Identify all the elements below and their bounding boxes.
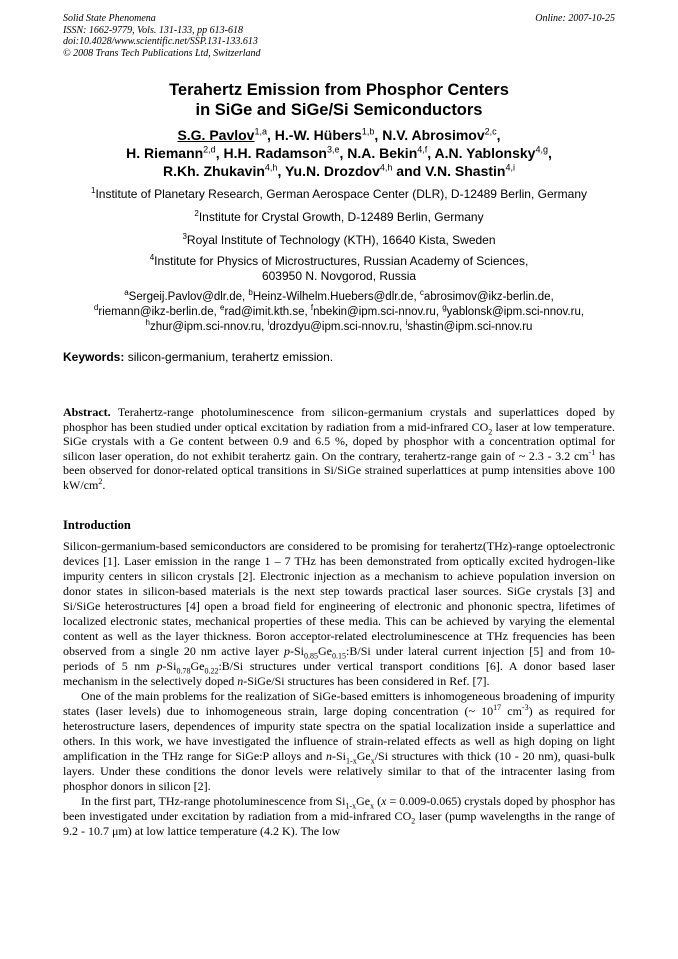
author-name: A.N. Yablonsky	[434, 145, 536, 161]
author-name: H. Riemann	[126, 145, 204, 161]
keywords-label: Keywords:	[63, 350, 125, 364]
paragraph: In the first part, THz-range photoluminescence from $Si_{1-x}Ge_x$ (x = 0.009-0.065) crystals doped by phosphor has been investigated under excitation by radiation from a mid-infrared $CO_2$ laser (pump wavelengths in the range of 9.2 - 10.7 μm) at low lattice temperature (4.2 K). The low	[63, 794, 615, 838]
email-link[interactable]: shastin@ipm.sci-nnov.ru	[407, 321, 533, 333]
author-and: and	[396, 163, 422, 179]
running-header	[63, 13, 615, 59]
affiliation-1: $^1$Institute of Planetary Research, German Aerospace Center (DLR), D-12489 Berlin, Germany	[90, 186, 587, 201]
author-name: V.N. Shastin	[425, 163, 506, 179]
affiliation-3: $^3$Royal Institute of Technology (KTH), 16640 Kista, Sweden	[182, 232, 496, 247]
keywords	[63, 350, 333, 364]
email-link[interactable]: drozdyu@ipm.sci-nnov.ru	[269, 321, 400, 333]
email-link[interactable]: Heinz-Wilhelm.Huebers@dlr.de	[252, 291, 414, 303]
paragraph: One of the main problems for the realization of SiGe-based emitters is inhomogeneous broadening of impurity states (laser levels) due to inhomogeneous strain, large doping concentration (~ $10^{17}$ $cm^{-3}$) as required for heterostructure lasers, dependences of impurity state spectra on the spatial localization inside a superlattice and others. In this work, we have investigated the influence of strain-related effects as well as high doping on light amplification in the THz range for SiGe:P alloys and $n-Si_{1-x}Ge_x/Si$ structures with thick (10 - 20 nm), quasi-bulk layers. Under these conditions the donor levels were relatively similar to that of the intracenter lasing from phosphor donors in silicon [2].	[63, 689, 615, 793]
doi-line: doi:10.4028/www.scientific.net/SSP.131-133.613	[63, 36, 258, 47]
email-link[interactable]: yablonsk@ipm.sci-nnov.ru	[446, 306, 581, 318]
email-link[interactable]: abrosimov@ikz-berlin.de	[423, 291, 551, 303]
email-list: $^a$Sergeij.Pavlov@dlr.de, $^b$Heinz-Wilhelm.Huebers@dlr.de, $^c$abrosimov@ikz-berlin.de, $^d$riemann@ikz-berlin.de, $^e$rad@imit.kth.se, $^f$nbekin@ipm.sci-nnov.ru, $^g$yablonsk@ipm.sci-nnov.ru, $^h$zhur@ipm.sci-nnov.ru, $^i$drozdyu@ipm.sci-nnov.ru, $^i$shastin@ipm.sci-nnov.ru	[93, 288, 585, 333]
author-name: H.H. Radamson	[223, 145, 327, 161]
author-name: H.-W. Hübers	[274, 127, 362, 143]
email-link[interactable]: Sergeij.Pavlov@dlr.de	[128, 291, 242, 303]
author-list: S.G. Pavlov$^{1,a}$, H.-W. Hübers$^{1,b}$, N.V. Abrosimov$^{2,c}$, H. Riemann$^{2,d}$, H.H. Radamson$^{3,e}$, N.A. Bekin$^{4,f}$, A.N. Yablonsky$^{4,g}$, R.Kh. Zhukavin$^{4,h}$, Yu.N. Drozdov$^{4,h}$ and V.N. Shastin$^{4,i}$	[126, 126, 552, 179]
paragraph: Silicon-germanium-based semiconductors are considered to be promising for terahertz(THz)-range optoelectronic devices [1]. Laser emission in the range 1 – 7 THz has been demonstrated from optically excited hydrogen-like impurity centers in silicon crystals [2]. Electronic injection as a mechanism to achieve population inversion on donor states in silicon-based materials is the next step towards practical laser sources. SiGe crystals [3] and Si/SiGe heterostructures [4] open a broad field for engineering of electronic and phononic spectra, lifetimes of localized electronic states, mechanical properties of these media. This can be achieved by varying the elemental content as well as the layer thickness. Boron acceptor-related electroluminescence at THz frequencies has been observed from a single 20 nm active layer $p-Si_{0.85}Ge_{0.15}:B/Si$ under lateral current injection [5] and from 10-periods of 5 nm $p-Si_{0.78}Ge_{0.22}:B/Si$ structures under vertical transport conditions [6]. A donor based laser mechanism in the selectively doped n-SiGe/Si structures has been considered in Ref. [7].	[63, 539, 615, 688]
introduction-body	[63, 539, 615, 839]
author-name: R.Kh. Zhukavin	[163, 163, 265, 179]
author-name: Yu.N. Drozdov	[284, 163, 380, 179]
email-link[interactable]: rad@imit.kth.se	[224, 306, 305, 318]
affiliation-4: $^4$Institute for Physics of Microstructures, Russian Academy of Sciences, 603950 N. Novgorod, Russia	[149, 253, 529, 283]
paper-title	[0, 80, 678, 120]
keywords-text: silicon-germanium, terahertz emission.	[127, 350, 334, 364]
abstract: Abstract. Terahertz-range photoluminescence from silicon-germanium crystals and superlattices doped by phosphor has been studied under optical excitation by radiation from a mid-infrared $CO_2$ laser at low temperature. SiGe crystals with a Ge content between 0.9 and 6.5 %, doped by phosphor with a concentration optimal for silicon laser operation, do not exhibit terahertz gain. On the contrary, terahertz-range gain of ~ 2.3 - 3.2 $cm^{-1}$ has been observed for donor-related optical transitions in Si/SiGe strained superlattices at pump intensities above 100 $kW/cm^2$.	[63, 405, 616, 492]
email-link[interactable]: zhur@ipm.sci-nnov.ru	[150, 321, 262, 333]
affiliation-2: $^2$Institute for Crystal Growth, D-12489 Berlin, Germany	[194, 209, 484, 224]
abstract-label: Abstract.	[63, 405, 111, 419]
author-name: N.V. Abrosimov	[382, 127, 485, 143]
email-link[interactable]: riemann@ikz-berlin.de	[98, 306, 214, 318]
email-link[interactable]: nbekin@ipm.sci-nnov.ru	[313, 306, 436, 318]
copyright-line: © 2008 Trans Tech Publications Ltd, Switzerland	[63, 47, 261, 59]
author-name: S.G. Pavlov	[177, 127, 255, 143]
issn-line: ISSN: 1662-9779, Vols. 131-133, pp 613-618	[63, 24, 243, 36]
journal-name: Solid State Phenomena	[63, 13, 156, 24]
online-date: Online: 2007-10-25	[535, 13, 615, 24]
title-line-2: in SiGe and SiGe/Si Semiconductors	[195, 101, 483, 119]
author-name: N.A. Bekin	[347, 145, 418, 161]
title-line-1: Terahertz Emission from Phosphor Centers	[169, 81, 509, 99]
section-heading-introduction: Introduction	[63, 518, 131, 532]
